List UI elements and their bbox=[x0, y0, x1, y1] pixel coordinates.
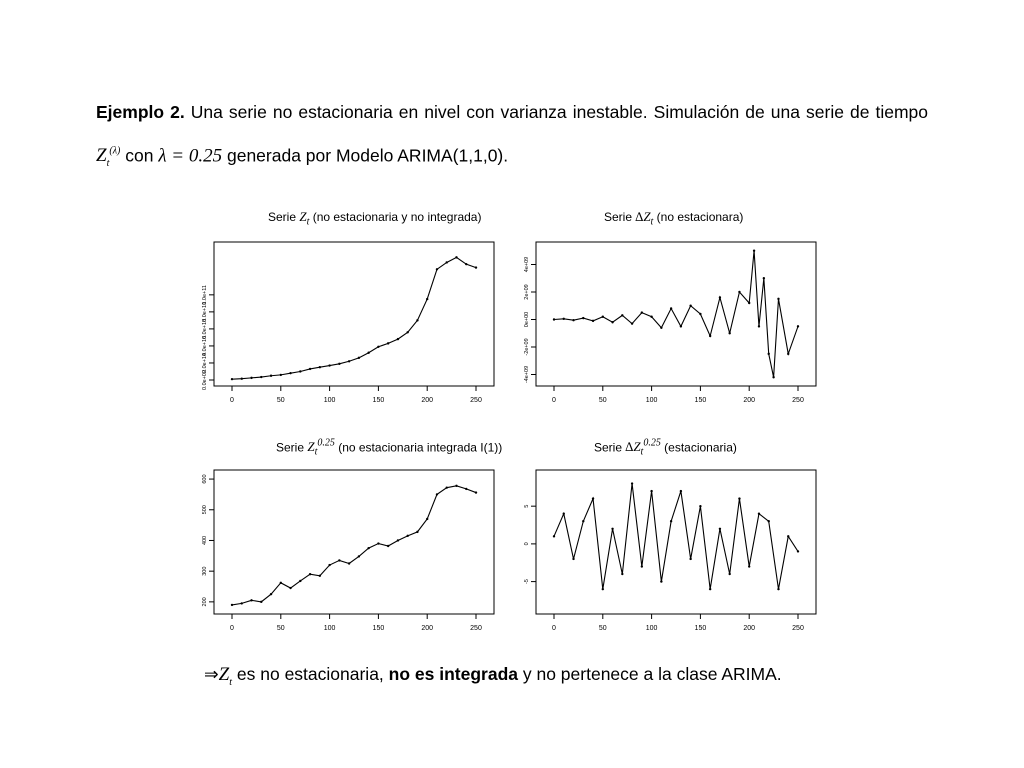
data-point bbox=[289, 587, 291, 589]
data-point bbox=[328, 364, 330, 366]
data-point bbox=[348, 360, 350, 362]
data-point bbox=[763, 277, 765, 279]
data-point bbox=[426, 518, 428, 520]
y-tick-label: 5 bbox=[524, 504, 530, 508]
chart-2-plot bbox=[518, 236, 828, 416]
data-point bbox=[241, 602, 243, 604]
data-point bbox=[689, 558, 691, 560]
data-point bbox=[748, 302, 750, 304]
series-line bbox=[554, 251, 798, 378]
chart-3-title: Serie $Z_t^{0.25}$ (no estacionaria integrada I(1)) bbox=[276, 438, 503, 458]
data-point bbox=[787, 535, 789, 537]
data-point bbox=[582, 520, 584, 522]
y-tick-label: 2e+09 bbox=[524, 284, 530, 300]
data-point bbox=[348, 562, 350, 564]
data-point bbox=[241, 378, 243, 380]
data-point bbox=[772, 376, 774, 378]
data-point bbox=[426, 298, 428, 300]
data-point bbox=[660, 327, 662, 329]
data-point bbox=[309, 368, 311, 370]
data-point bbox=[397, 338, 399, 340]
plot-frame bbox=[214, 242, 494, 386]
data-point bbox=[602, 316, 604, 318]
data-point bbox=[446, 486, 448, 488]
data-point bbox=[787, 353, 789, 355]
x-tick-label: 0 bbox=[552, 625, 556, 632]
data-point bbox=[699, 505, 701, 507]
data-point bbox=[680, 490, 682, 492]
data-point bbox=[387, 545, 389, 547]
data-point bbox=[465, 488, 467, 490]
data-point bbox=[572, 558, 574, 560]
data-point bbox=[631, 322, 633, 324]
math-lambda: λ = 0.25 bbox=[158, 145, 223, 167]
example-label: Ejemplo 2. bbox=[96, 102, 185, 122]
data-point bbox=[436, 268, 438, 270]
x-tick-label: 150 bbox=[694, 625, 707, 632]
data-point bbox=[797, 550, 799, 552]
x-tick-label: 150 bbox=[372, 625, 385, 632]
data-point bbox=[299, 580, 301, 582]
x-tick-label: 100 bbox=[645, 397, 658, 404]
data-point bbox=[611, 528, 613, 530]
data-point bbox=[367, 547, 369, 549]
y-tick-label: -2e+09 bbox=[524, 338, 530, 356]
y-tick-label: 200 bbox=[202, 597, 208, 607]
conclusion-bold: no es integrada bbox=[388, 664, 518, 684]
data-point bbox=[670, 520, 672, 522]
data-point bbox=[797, 325, 799, 327]
data-point bbox=[621, 573, 623, 575]
data-point bbox=[553, 318, 555, 320]
data-point bbox=[553, 535, 555, 537]
data-point bbox=[641, 565, 643, 567]
x-tick-label: 50 bbox=[276, 625, 285, 632]
series-line bbox=[232, 257, 476, 379]
chart-4-plot bbox=[518, 464, 828, 644]
data-point bbox=[728, 332, 730, 334]
data-point bbox=[270, 375, 272, 377]
y-tick-label: -5 bbox=[524, 579, 530, 585]
data-point bbox=[367, 352, 369, 354]
y-tick-label: 300 bbox=[202, 566, 208, 576]
data-point bbox=[689, 305, 691, 307]
data-point bbox=[299, 370, 301, 372]
data-point bbox=[250, 599, 252, 601]
y-tick-label: 500 bbox=[202, 505, 208, 515]
data-point bbox=[455, 256, 457, 258]
x-tick-label: 250 bbox=[470, 625, 482, 632]
data-point bbox=[738, 497, 740, 499]
data-point bbox=[611, 321, 613, 323]
y-tick-label: 600 bbox=[202, 474, 208, 484]
data-point bbox=[592, 320, 594, 322]
data-point bbox=[719, 296, 721, 298]
y-tick-label: 1.0e+11 bbox=[202, 285, 208, 305]
data-point bbox=[475, 266, 477, 268]
implies-arrow: ⇒ bbox=[204, 664, 219, 684]
data-point bbox=[231, 604, 233, 606]
data-point bbox=[406, 331, 408, 333]
x-tick-label: 0 bbox=[552, 397, 556, 404]
x-tick-label: 200 bbox=[421, 625, 434, 632]
conclusion-text: $\Rightarrow Z_t$ es no estacionaria, no es integrada y no pertenece a la clase ARIMA. bbox=[204, 664, 782, 688]
x-tick-label: 50 bbox=[276, 397, 285, 404]
x-tick-label: 100 bbox=[323, 625, 336, 632]
data-point bbox=[260, 376, 262, 378]
data-point bbox=[436, 493, 438, 495]
data-point bbox=[377, 346, 379, 348]
x-tick-label: 100 bbox=[645, 625, 658, 632]
data-point bbox=[289, 372, 291, 374]
data-point bbox=[377, 542, 379, 544]
data-point bbox=[397, 539, 399, 541]
data-point bbox=[709, 588, 711, 590]
data-point bbox=[650, 316, 652, 318]
x-tick-label: 100 bbox=[323, 397, 336, 404]
data-point bbox=[777, 588, 779, 590]
math-zt: $Z_t$ bbox=[218, 664, 233, 688]
y-tick-label: 2.0e+10 bbox=[202, 352, 208, 373]
data-point bbox=[328, 564, 330, 566]
data-point bbox=[738, 291, 740, 293]
data-point bbox=[768, 353, 770, 355]
data-point bbox=[563, 318, 565, 320]
intro-text-1: Una serie no estacionaria en nivel con varianza inestable. Simulación de una serie de tiempo bbox=[184, 102, 928, 122]
series-line bbox=[554, 484, 798, 590]
data-point bbox=[280, 374, 282, 376]
data-point bbox=[719, 528, 721, 530]
x-tick-label: 0 bbox=[230, 397, 234, 404]
x-tick-label: 250 bbox=[470, 397, 482, 404]
data-point bbox=[416, 319, 418, 321]
chart-3-plot bbox=[196, 464, 506, 644]
data-point bbox=[319, 575, 321, 577]
x-tick-label: 250 bbox=[792, 625, 804, 632]
data-point bbox=[709, 335, 711, 337]
y-tick-label: 4e+09 bbox=[524, 256, 530, 273]
x-tick-label: 50 bbox=[598, 397, 607, 404]
y-tick-label: -4e+09 bbox=[524, 365, 530, 384]
data-point bbox=[728, 573, 730, 575]
data-point bbox=[660, 580, 662, 582]
data-point bbox=[641, 311, 643, 313]
x-tick-label: 150 bbox=[372, 397, 385, 404]
chart-1-title: Serie $Z_t$ (no estacionaria y no integrada) bbox=[268, 209, 482, 228]
data-point bbox=[582, 317, 584, 319]
y-tick-label: 0.0e+00 bbox=[202, 369, 208, 391]
data-point bbox=[250, 377, 252, 379]
data-point bbox=[465, 263, 467, 265]
data-point bbox=[753, 250, 755, 252]
x-tick-label: 50 bbox=[598, 625, 607, 632]
data-point bbox=[358, 555, 360, 557]
data-point bbox=[358, 357, 360, 359]
data-point bbox=[631, 482, 633, 484]
x-tick-label: 200 bbox=[743, 397, 756, 404]
x-tick-label: 200 bbox=[421, 397, 434, 404]
math-z-lambda: $Z_t^{(\lambda)}$ bbox=[96, 145, 121, 170]
x-tick-label: 150 bbox=[694, 397, 707, 404]
data-point bbox=[602, 588, 604, 590]
data-point bbox=[455, 485, 457, 487]
data-point bbox=[231, 378, 233, 380]
x-tick-label: 0 bbox=[230, 625, 234, 632]
data-point bbox=[475, 491, 477, 493]
plot-frame bbox=[214, 470, 494, 614]
data-point bbox=[338, 559, 340, 561]
y-tick-label: 8.0e+10 bbox=[202, 301, 208, 322]
data-point bbox=[758, 325, 760, 327]
data-point bbox=[280, 582, 282, 584]
y-tick-label: 0e+00 bbox=[524, 311, 530, 328]
y-tick-label: 4.0e+10 bbox=[202, 335, 208, 356]
intro-text-2: generada por Modelo ARIMA(1,1,0). bbox=[222, 145, 509, 166]
data-point bbox=[309, 573, 311, 575]
data-point bbox=[650, 490, 652, 492]
data-point bbox=[680, 325, 682, 327]
data-point bbox=[572, 319, 574, 321]
data-point bbox=[260, 601, 262, 603]
data-point bbox=[563, 513, 565, 515]
y-tick-label: 6.0e+10 bbox=[202, 318, 208, 339]
series-line bbox=[232, 486, 476, 605]
data-point bbox=[416, 531, 418, 533]
y-tick-label: 0 bbox=[524, 542, 530, 546]
chart-4-title: Serie $\Delta Z_t^{0.25}$ (estacionaria) bbox=[594, 438, 737, 458]
data-point bbox=[699, 313, 701, 315]
data-point bbox=[406, 535, 408, 537]
y-tick-label: 400 bbox=[202, 535, 208, 546]
data-point bbox=[592, 497, 594, 499]
data-point bbox=[777, 298, 779, 300]
data-point bbox=[670, 307, 672, 309]
x-tick-label: 250 bbox=[792, 397, 804, 404]
intro-paragraph bbox=[96, 92, 928, 184]
data-point bbox=[768, 520, 770, 522]
x-tick-label: 200 bbox=[743, 625, 756, 632]
data-point bbox=[270, 593, 272, 595]
data-point bbox=[319, 366, 321, 368]
data-point bbox=[748, 565, 750, 567]
data-point bbox=[621, 314, 623, 316]
data-point bbox=[758, 513, 760, 515]
chart-1-plot bbox=[196, 236, 506, 416]
intro-con: con bbox=[120, 145, 159, 166]
data-point bbox=[338, 363, 340, 365]
data-point bbox=[446, 261, 448, 263]
chart-2-title: Serie $\Delta Z_t$ (no estacionara) bbox=[604, 209, 744, 228]
data-point bbox=[387, 342, 389, 344]
